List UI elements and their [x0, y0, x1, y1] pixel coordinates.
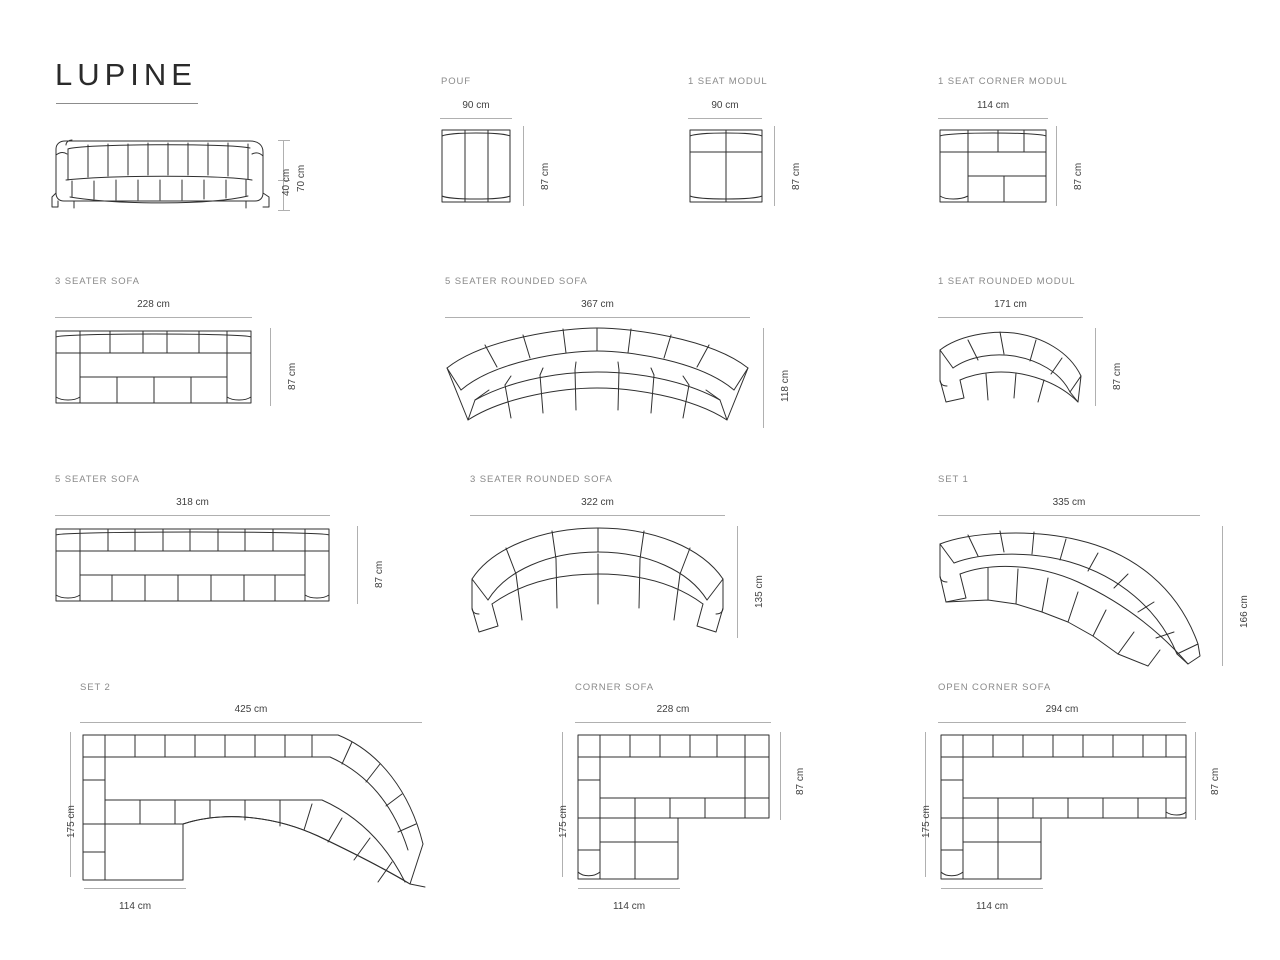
pouf-height: 87 cm — [540, 162, 551, 190]
set-2-depth: 114 cm — [118, 901, 152, 912]
set-1-height: 166 cm — [1239, 595, 1250, 628]
seat-rounded-modul-1-dim-vline — [1095, 328, 1096, 406]
set-1-drawing — [938, 526, 1202, 666]
sofa-3-seater-rounded-width: 322 cm — [581, 497, 614, 508]
page-title: LUPINE — [55, 57, 197, 92]
open-corner-sofa-height-2: 87 cm — [1210, 767, 1221, 795]
hero-dim-tick-top — [278, 140, 290, 141]
sofa-5-seater-rounded-label: 5 SEATER ROUNDED SOFA — [445, 276, 588, 287]
pouf-drawing — [440, 126, 512, 206]
corner-sofa-dim-vline-2 — [780, 732, 781, 820]
sofa-5-seater-rounded-dim-hline — [445, 317, 750, 318]
pouf-width: 90 cm — [462, 100, 490, 111]
sofa-5-seater-rounded-width: 367 cm — [581, 299, 614, 310]
seat-corner-modul-1-width: 114 cm — [976, 100, 1010, 111]
set-2-width: 425 cm — [234, 704, 268, 715]
sofa-3-seater-rounded-dim-vline — [737, 526, 738, 638]
set-1-dim-hline — [938, 515, 1200, 516]
sofa-3-seater-width: 228 cm — [137, 299, 170, 310]
open-corner-sofa-dim-vline-2 — [1195, 732, 1196, 820]
sofa-5-seater-height: 87 cm — [374, 560, 385, 588]
hero-height-70: 70 cm — [296, 164, 307, 192]
sofa-5-seater-dim-hline — [55, 515, 330, 516]
sofa-3-seater-label: 3 SEATER SOFA — [55, 276, 140, 287]
pouf-label: POUF — [441, 76, 471, 87]
corner-sofa-depth: 114 cm — [612, 901, 646, 912]
seat-rounded-modul-1-width: 171 cm — [994, 299, 1027, 310]
seat-corner-modul-1-drawing — [938, 126, 1048, 206]
corner-sofa-height: 175 cm — [558, 805, 569, 838]
seat-modul-1-width: 90 cm — [711, 100, 739, 111]
sofa-3-seater-rounded-label: 3 SEATER ROUNDED SOFA — [470, 474, 613, 485]
sofa-5-seater-drawing — [55, 526, 330, 604]
seat-corner-modul-1-dim-vline — [1056, 126, 1057, 206]
seat-corner-modul-1-height: 87 cm — [1073, 162, 1084, 190]
set-2-height: 175 cm — [66, 805, 77, 838]
sofa-5-seater-rounded-height: 118 cm — [780, 369, 791, 402]
corner-sofa-label: CORNER SOFA — [575, 682, 655, 693]
open-corner-sofa-height: 175 cm — [921, 805, 932, 838]
open-corner-sofa-label: OPEN CORNER SOFA — [938, 682, 1052, 693]
corner-sofa-dim-hline — [575, 722, 771, 723]
hero-height-40: 40 cm — [281, 168, 292, 196]
open-corner-sofa-dim-hline — [938, 722, 1186, 723]
sofa-3-seater-rounded-dim-hline — [470, 515, 725, 516]
seat-rounded-modul-1-drawing — [938, 328, 1083, 406]
sofa-3-seater-dim-hline — [55, 317, 252, 318]
set-1-label: SET 1 — [938, 474, 969, 485]
open-corner-sofa-depth: 114 cm — [975, 901, 1009, 912]
corner-sofa-width: 228 cm — [656, 704, 690, 715]
seat-modul-1-dim-hline — [688, 118, 762, 119]
sofa-3-seater-drawing — [55, 328, 252, 406]
sofa-5-seater-dim-vline — [357, 526, 358, 604]
set-2-depth-line — [84, 888, 186, 889]
set-1-dim-vline — [1222, 526, 1223, 666]
seat-corner-modul-1-label: 1 SEAT CORNER MODUL — [938, 76, 1068, 87]
seat-modul-1-dim-vline — [774, 126, 775, 206]
set-2-label: SET 2 — [80, 682, 111, 693]
sofa-3-seater-rounded-drawing — [470, 526, 725, 638]
seat-rounded-modul-1-label: 1 SEAT ROUNDED MODUL — [938, 276, 1076, 287]
open-corner-sofa-drawing — [938, 732, 1188, 882]
hero-dim-tick-bottom — [278, 210, 290, 211]
set-2-drawing — [80, 732, 425, 887]
seat-corner-modul-1-dim-hline — [938, 118, 1048, 119]
open-corner-sofa-depth-line — [941, 888, 1043, 889]
title-underline — [56, 103, 198, 104]
hero-sofa-drawing — [50, 135, 285, 215]
set-1-width: 335 cm — [1052, 497, 1086, 508]
sofa-3-seater-dim-vline — [270, 328, 271, 406]
sofa-5-seater-rounded-drawing — [445, 328, 750, 428]
corner-sofa-drawing — [575, 732, 771, 882]
set-2-dim-hline — [80, 722, 422, 723]
pouf-dim-vline — [523, 126, 524, 206]
corner-sofa-depth-line — [578, 888, 680, 889]
sofa-5-seater-rounded-dim-vline — [763, 328, 764, 428]
corner-sofa-height-2: 87 cm — [795, 767, 806, 795]
sofa-3-seater-rounded-height: 135 cm — [754, 575, 765, 608]
pouf-dim-hline — [440, 118, 512, 119]
sofa-3-seater-height: 87 cm — [287, 362, 298, 390]
sofa-5-seater-label: 5 SEATER SOFA — [55, 474, 140, 485]
seat-rounded-modul-1-dim-hline — [938, 317, 1083, 318]
seat-modul-1-label: 1 SEAT MODUL — [688, 76, 768, 87]
open-corner-sofa-width: 294 cm — [1045, 704, 1079, 715]
seat-modul-1-drawing — [688, 126, 764, 206]
sofa-5-seater-width: 318 cm — [176, 497, 209, 508]
seat-modul-1-height: 87 cm — [791, 162, 802, 190]
seat-rounded-modul-1-height: 87 cm — [1112, 362, 1123, 390]
